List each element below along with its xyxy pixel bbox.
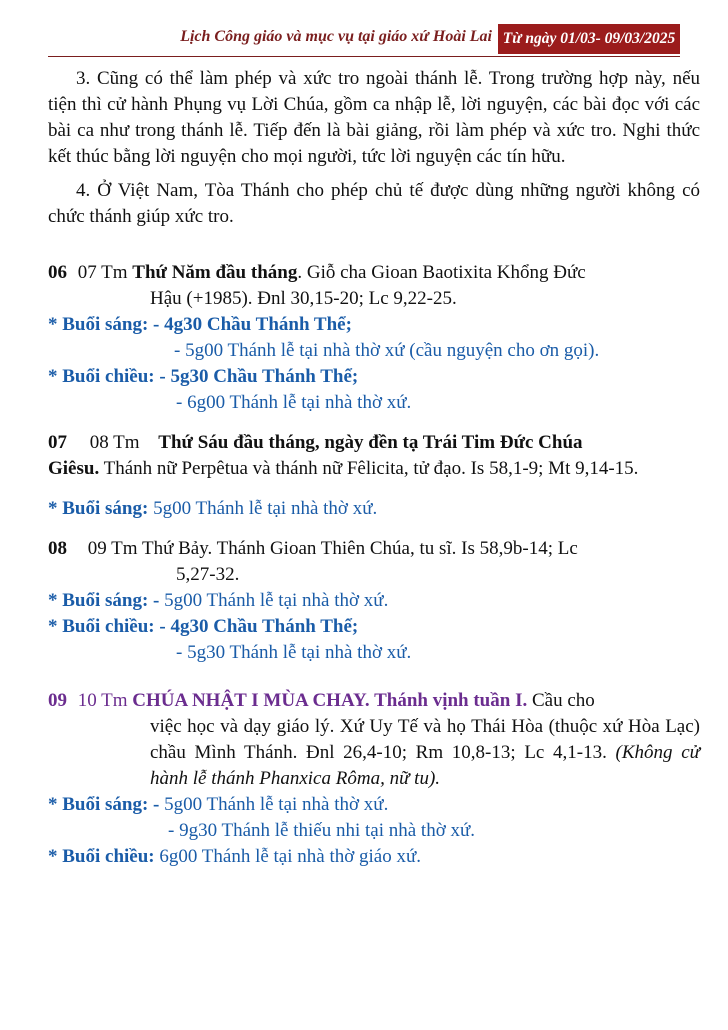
evening-label: * Buổi chiều: - 4g30 Chầu Thánh Thể; — [48, 616, 359, 637]
morning-item-2: - 9g30 Thánh lễ thiếu nhi tại nhà thờ xứ. — [168, 820, 476, 841]
intro-paragraph-3: 3. Cũng có thể làm phép và xức tro ngoài thánh lễ. Trong trường hợp này, nếu tiện thì cử hành Phụng vụ Lời Chúa, gồm ca nhập lễ, lời nguyện, các bài đọc với các bài ca như trong thánh lễ. Tiếp đến là bài giảng, rồi làm phép và xức tro. Nghi thức kết thúc bằng lời nguyện cho mọi người, tức lời nguyện các tín hữu. — [48, 68, 700, 167]
day-number: 07 — [48, 432, 67, 453]
feast-text: Cầu cho — [527, 690, 595, 711]
day-number: 09 — [48, 690, 67, 711]
intro-paragraph-4: 4. Ở Việt Nam, Tòa Thánh cho phép chủ tế được dùng những người không có chức thánh giúp xức tro. — [48, 180, 700, 227]
morning-item-1: 5g00 Thánh lễ tại nhà thờ xứ. — [159, 590, 389, 611]
lunar-date: 09 Tm — [87, 538, 138, 559]
feast-title: CHÚA NHẬT I MÙA CHAY. Thánh vịnh tuần I. — [132, 690, 528, 711]
feast-text-cont: 5,27-32. — [176, 564, 240, 585]
lunar-date: 07 Tm — [77, 262, 128, 283]
feast-text: . Giỗ cha Gioan Baotixita Khổng Đức — [297, 262, 586, 283]
morning-label: * Buổi sáng: — [48, 498, 149, 519]
lunar-date: 08 Tm — [89, 432, 140, 453]
header-title: Lịch Công giáo và mục vụ tại giáo xứ Hoài Lai — [180, 28, 492, 45]
day-number: 06 — [48, 262, 67, 283]
day-number: 08 — [48, 538, 67, 559]
feast-note: (Không cử hành lễ thánh Phanxica Rôma, nữ tu). — [150, 742, 701, 789]
evening-label: * Buổi chiều: — [48, 846, 155, 867]
lunar-date: 10 Tm — [77, 690, 128, 711]
feast-text-cont: Hậu (+1985). Đnl 30,15-20; Lc 9,22-25. — [150, 288, 457, 309]
morning-item-1: : - 4g30 Chầu Thánh Thể; — [141, 314, 352, 335]
morning-label: * Buổi sáng — [48, 314, 142, 335]
feast-title: Thứ Năm đầu tháng — [132, 262, 298, 283]
feast-text: Thánh nữ Perpêtua và thánh nữ Fêlicita, tử đạo. Is 58,1-9; Mt 9,14-15. — [99, 458, 639, 479]
day-07-entry — [48, 430, 700, 522]
morning-item-1: 5g00 Thánh lễ tại nhà thờ xứ. — [159, 794, 389, 815]
evening-item-2: - 6g00 Thánh lễ tại nhà thờ xứ. — [176, 392, 412, 413]
evening-item-2: - 5g30 Thánh lễ tại nhà thờ xứ. — [176, 642, 412, 663]
evening-item-1: 6g00 Thánh lễ tại nhà thờ giáo xứ. — [154, 846, 422, 867]
page-content — [48, 66, 700, 870]
day-08-entry — [48, 536, 700, 666]
feast-title: Thứ Sáu đầu tháng, ngày đền tạ Trái Tim Đức Chúa — [158, 432, 583, 453]
feast-text-cont: việc học và dạy giáo lý. Xứ Uy Tế và họ Thái Hòa (thuộc xứ Hòa Lạc) chầu Mình Thánh. Đnl 26,4-10; Rm 10,8-13; Lc 4,1-13. — [150, 716, 700, 763]
header-date-range: Từ ngày 01/03- 09/03/2025 — [498, 24, 680, 54]
page-header — [48, 24, 680, 57]
morning-item-1: 5g00 Thánh lễ tại nhà thờ xứ. — [148, 498, 378, 519]
morning-item-2: - 5g00 Thánh lễ tại nhà thờ xứ (cầu nguyện cho ơn gọi). — [174, 340, 600, 361]
day-09-entry — [48, 688, 700, 870]
morning-label: * Buổi sáng: - — [48, 590, 160, 611]
day-06-entry — [48, 260, 700, 416]
feast-text: Thứ Bảy. Thánh Gioan Thiên Chúa, tu sĩ. Is 58,9b-14; Lc — [141, 538, 578, 559]
feast-title-cont: Giêsu. — [48, 458, 100, 479]
evening-label: * Buổi chiều: - 5g30 Chầu Thánh Thể; — [48, 366, 359, 387]
morning-label: * Buổi sáng: - — [48, 794, 160, 815]
